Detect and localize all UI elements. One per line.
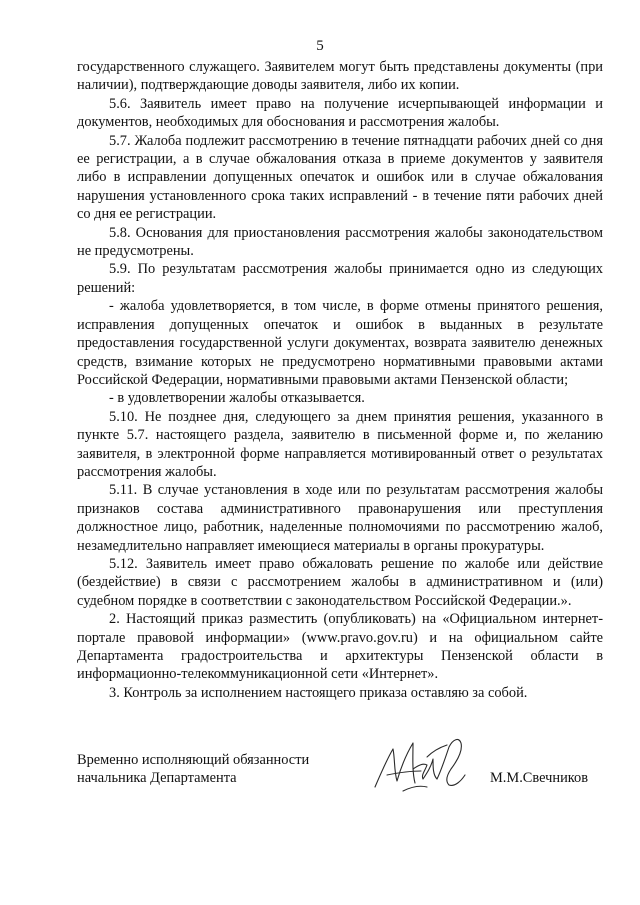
list-item-refused: - в удовлетворении жалобы отказывается. — [109, 390, 365, 407]
paragraph-5-11: 5.11. В случае установления в ходе или по результатам рассмотрения жалобы признаков состава административного правонарушения или преступления должностное лицо, работник, наделенные полномочиями по рассмотрению жалоб, незамедлительно направляет имеющиеся материалы в органы прокуратуры. — [77, 482, 603, 554]
page-number: 5 — [316, 38, 324, 54]
handwritten-signature — [367, 729, 477, 797]
paragraph-2-publication: 2. Настоящий приказ разместить (опубликовать) на «Официальном интернет-портале правовой информации» (www.pravo.gov.ru) и на официальном сайте Департамента градостроительства и архитектуры Пензенской области в информационно-телекоммуникационной сети «Интернет». — [77, 611, 603, 683]
paragraph-5-8: 5.8. Основания для приостановления рассмотрения жалобы законодательством не предусмотрены. — [77, 224, 603, 260]
signature-block — [77, 751, 603, 811]
document-body — [77, 58, 603, 702]
paragraph-5-9: 5.9. По результатам рассмотрения жалобы принимается одно из следующих решений: — [77, 261, 603, 296]
paragraph-3-control: 3. Контроль за исполнением настоящего приказа оставляю за собой. — [109, 684, 528, 701]
signer-position — [77, 751, 309, 788]
signer-position-line-1: Временно исполняющий обязанности — [77, 752, 310, 768]
paragraph-5-10: 5.10. Не позднее дня, следующего за днем принятия решения, указанного в пункте 5.7. настоящего раздела, заявителю в письменной форме и, по желанию заявителя, в электронной форме направляется мотивированный ответ о результатах рассмотрения жалобы. — [77, 408, 603, 480]
signer-name: М.М.Свечников — [490, 770, 589, 786]
list-item-satisfied: - жалоба удовлетворяется, в том числе, в форме отмены принятого решения, исправления допущенных опечаток и ошибок в выданных в результате предоставления государственной услуги документах, возврата заявителю денежных средств, взимание которых не предусмотрено нормативными правовыми актами Российской Федерации, нормативными правовыми актами Пензенской области; — [77, 298, 603, 388]
paragraph: государственного служащего. Заявителем могут быть представлены документы (при наличии), подтверждающие доводы заявителя, либо их копии. — [77, 59, 603, 94]
paragraph-5-7: 5.7. Жалоба подлежит рассмотрению в течение пятнадцати рабочих дней со дня ее регистрации, а в случае обжалования отказа в приеме документов у заявителя либо в исправлении допущенных опечаток и ошибок или в случае обжалования нарушения установленного срока таких исправлений - в течение пяти рабочих дней со дня ее регистрации. — [77, 132, 603, 223]
paragraph-5-12: 5.12. Заявитель имеет право обжаловать решение по жалобе или действие (бездействие) в связи с рассмотрением жалобы в административном и (или) судебном порядке в соответствии с законодательством Российской Федерации.». — [77, 555, 603, 609]
paragraph-5-6: 5.6. Заявитель имеет право на получение исчерпывающей информации и документов, необходимых для обоснования и рассмотрения жалобы. — [77, 95, 603, 131]
signer-position-line-2: начальника Департамента — [77, 770, 237, 787]
